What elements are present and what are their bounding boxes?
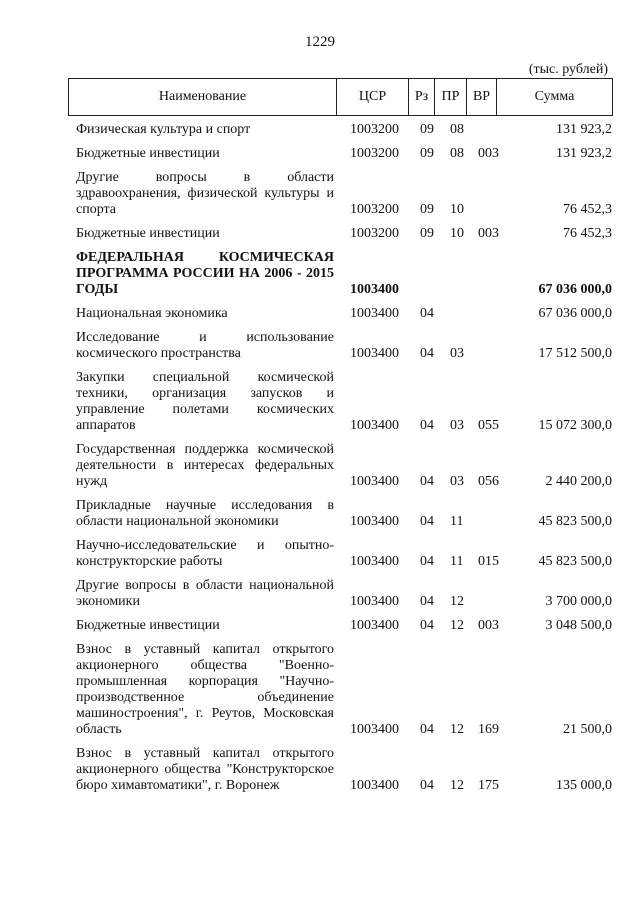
row-csr: 1003200 xyxy=(350,226,399,241)
row-rz: 04 xyxy=(420,346,434,361)
row-csr: 1003400 xyxy=(350,418,399,433)
row-sum: 3 700 000,0 xyxy=(545,594,612,609)
row-csr: 1003400 xyxy=(350,474,399,489)
table-row xyxy=(68,330,612,362)
row-rz: 09 xyxy=(420,202,434,217)
row-sum: 67 036 000,0 xyxy=(538,282,612,297)
table-row xyxy=(68,122,612,138)
row-rz: 04 xyxy=(420,554,434,569)
table-row xyxy=(68,306,612,322)
row-csr: 1003400 xyxy=(350,618,399,633)
row-name: Бюджетные инвестиции xyxy=(76,618,220,633)
row-csr: 1003400 xyxy=(350,778,399,793)
row-rz: 04 xyxy=(420,514,434,529)
row-csr: 1003400 xyxy=(350,346,399,361)
row-vr: 003 xyxy=(478,618,499,633)
row-pr: 03 xyxy=(450,346,464,361)
row-pr: 12 xyxy=(450,594,464,609)
row-vr: 175 xyxy=(478,778,499,793)
row-name: Другие вопросы в области здравоохранения, физической культуры и спорта xyxy=(76,170,334,217)
table-row xyxy=(68,226,612,242)
row-name: Взнос в уставный капитал открытого акционерного общества "Военно-промышленная корпорация "Научно-производственное объединение машиностроения", г. Реутов, Московская область xyxy=(76,642,334,737)
row-sum: 131 923,2 xyxy=(556,122,612,137)
column-header-vr: ВР xyxy=(467,79,497,116)
row-csr: 1003200 xyxy=(350,202,399,217)
row-name: Национальная экономика xyxy=(76,306,228,321)
table-row xyxy=(68,170,612,218)
row-sum: 21 500,0 xyxy=(563,722,612,737)
row-pr: 11 xyxy=(450,554,464,569)
table-row xyxy=(68,442,612,490)
row-csr: 1003200 xyxy=(350,146,399,161)
row-csr: 1003400 xyxy=(350,514,399,529)
row-name: Прикладные научные исследования в области национальной экономики xyxy=(76,498,334,529)
column-header-rz: Рз xyxy=(409,79,435,116)
row-name: Взнос в уставный капитал открытого акционерного общества "Конструкторское бюро химавтоматики", г. Воронеж xyxy=(76,746,334,793)
row-name: Научно-исследовательские и опытно-конструкторские работы xyxy=(76,538,334,569)
row-sum: 76 452,3 xyxy=(563,226,612,241)
row-csr: 1003400 xyxy=(350,594,399,609)
row-sum: 135 000,0 xyxy=(556,778,612,793)
column-header-name: Наименование xyxy=(69,79,337,116)
table-row xyxy=(68,250,612,298)
table-row xyxy=(68,370,612,434)
row-csr: 1003400 xyxy=(350,554,399,569)
row-name: Государственная поддержка космической деятельности в интересах федеральных нужд xyxy=(76,442,334,489)
row-pr: 03 xyxy=(450,474,464,489)
row-rz: 04 xyxy=(420,474,434,489)
row-sum: 131 923,2 xyxy=(556,146,612,161)
row-vr: 169 xyxy=(478,722,499,737)
column-header-csr: ЦСР xyxy=(337,79,409,116)
row-rz: 09 xyxy=(420,146,434,161)
row-rz: 04 xyxy=(420,594,434,609)
table-row xyxy=(68,618,612,634)
row-sum: 76 452,3 xyxy=(563,202,612,217)
row-rz: 04 xyxy=(420,778,434,793)
table-row xyxy=(68,498,612,530)
row-name: Другие вопросы в области национальной экономики xyxy=(76,578,334,609)
row-pr: 08 xyxy=(450,146,464,161)
row-csr: 1003200 xyxy=(350,122,399,137)
row-vr: 055 xyxy=(478,418,499,433)
row-name: Бюджетные инвестиции xyxy=(76,146,220,161)
row-pr: 12 xyxy=(450,778,464,793)
row-name: Бюджетные инвестиции xyxy=(76,226,220,241)
row-rz: 09 xyxy=(420,226,434,241)
row-vr: 003 xyxy=(478,226,499,241)
row-rz: 09 xyxy=(420,122,434,137)
row-rz: 04 xyxy=(420,618,434,633)
table-row xyxy=(68,642,612,738)
table-header xyxy=(68,78,613,116)
row-csr: 1003400 xyxy=(350,722,399,737)
row-sum: 3 048 500,0 xyxy=(545,618,612,633)
table-row xyxy=(68,746,612,794)
row-pr: 12 xyxy=(450,722,464,737)
table-row xyxy=(68,578,612,610)
row-vr: 003 xyxy=(478,146,499,161)
page-number: 1229 xyxy=(305,34,335,50)
row-rz: 04 xyxy=(420,722,434,737)
row-sum: 2 440 200,0 xyxy=(545,474,612,489)
row-pr: 03 xyxy=(450,418,464,433)
table-row xyxy=(68,538,612,570)
row-csr: 1003400 xyxy=(350,306,399,321)
row-pr: 11 xyxy=(450,514,464,529)
row-sum: 67 036 000,0 xyxy=(538,306,612,321)
row-name: Исследование и использование космического пространства xyxy=(76,330,334,361)
row-sum: 15 072 300,0 xyxy=(538,418,612,433)
row-rz: 04 xyxy=(420,418,434,433)
row-sum: 45 823 500,0 xyxy=(538,554,612,569)
units-label: (тыс. рублей) xyxy=(528,62,608,77)
column-header-pr: ПР xyxy=(435,79,467,116)
row-rz: 04 xyxy=(420,306,434,321)
row-pr: 10 xyxy=(450,226,464,241)
row-vr: 056 xyxy=(478,474,499,489)
row-vr: 015 xyxy=(478,554,499,569)
row-pr: 10 xyxy=(450,202,464,217)
column-header-sum: Сумма xyxy=(497,79,613,116)
row-pr: 08 xyxy=(450,122,464,137)
row-sum: 45 823 500,0 xyxy=(538,514,612,529)
row-name: Физическая культура и спорт xyxy=(76,122,251,137)
row-name: Закупки специальной космической техники, организация запусков и управление полетами космических аппаратов xyxy=(76,370,334,433)
row-sum: 17 512 500,0 xyxy=(538,346,612,361)
table-body xyxy=(68,122,612,802)
row-name: ФЕДЕРАЛЬНАЯ КОСМИЧЕСКАЯ ПРОГРАММА РОССИИ НА 2006 - 2015 ГОДЫ xyxy=(76,250,334,297)
table-row xyxy=(68,146,612,162)
row-csr: 1003400 xyxy=(350,282,399,297)
row-pr: 12 xyxy=(450,618,464,633)
